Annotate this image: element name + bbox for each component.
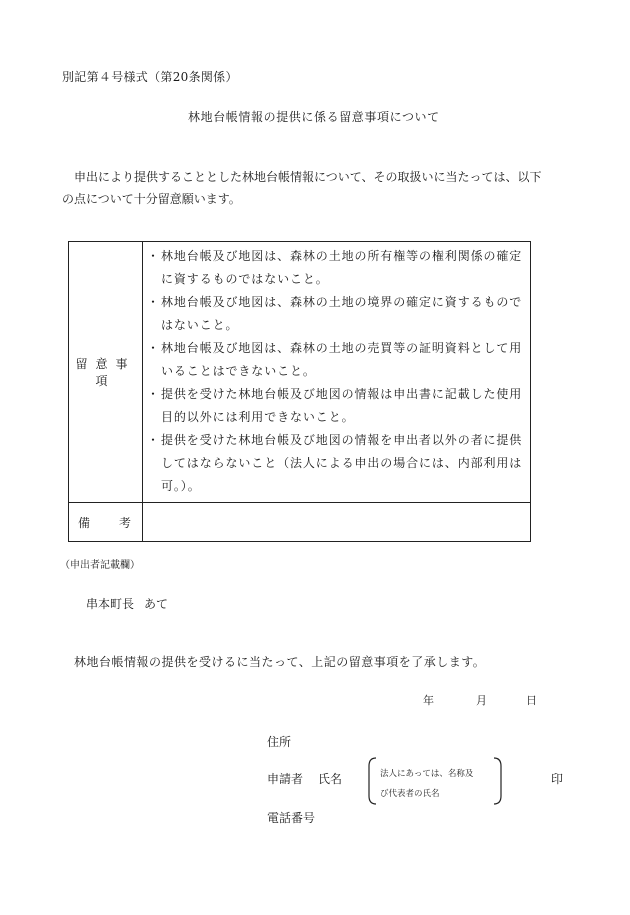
date-month-label: 月: [476, 694, 487, 707]
seal-mark: 印: [551, 772, 564, 786]
note-item-text: [161, 429, 524, 498]
form-reference: 別記第４号様式（第20条関係）: [62, 70, 238, 84]
note-item: [147, 337, 524, 383]
note-item-line: 林地台帳及び地図は、森林の土地の所有権等の権利関係の確定: [161, 249, 523, 263]
notes-items: [147, 245, 524, 498]
addressee: [86, 595, 168, 612]
addressee-name: 串本町長: [86, 597, 135, 611]
address-label: 住所: [267, 735, 292, 749]
note-item-line: してはならないこと（法人による申出の場合には、内部利用は: [161, 456, 523, 470]
note-item-line: 林地台帳及び地図は、森林の土地の売買等の証明資料として用: [161, 341, 523, 355]
bullet-icon: ・: [147, 341, 160, 355]
remarks-label-cell: [69, 503, 143, 542]
date-year-label: 年: [423, 694, 434, 707]
note-item: [147, 429, 524, 498]
remarks-row: [69, 503, 531, 542]
addressee-suffix: あて: [144, 597, 169, 611]
remarks-label-1: 備: [78, 515, 91, 530]
note-item: [147, 291, 524, 337]
document-title: 林地台帳情報の提供に係る留意事項について: [188, 110, 440, 124]
note-item-text: [161, 291, 524, 337]
intro-line-1: 申出により提供することとした林地台帳情報について、その取扱いに当たっては、以下: [74, 170, 542, 184]
phone-label: 電話番号: [267, 811, 316, 825]
date-day-label: 日: [526, 694, 537, 707]
note-item-text: [161, 337, 524, 383]
note-item-line: はないこと。: [161, 318, 239, 332]
notes-items-cell: [143, 242, 531, 503]
note-item: [147, 245, 524, 291]
name-label: 氏名: [318, 772, 343, 786]
bullet-icon: ・: [147, 387, 160, 401]
bracket-line-1: 法人にあっては、名称及: [380, 769, 474, 779]
bullet-icon: ・: [147, 433, 160, 447]
note-item-text: [161, 383, 524, 429]
note-item-line: 林地台帳及び地図は、森林の土地の境界の確定に資するもので: [161, 295, 523, 309]
notes-row: [69, 242, 531, 503]
intro-line-2: の点について十分留意願います。: [62, 192, 241, 206]
remarks-label-2: 考: [118, 515, 131, 530]
note-item-line: に資するものではないこと。: [161, 272, 329, 286]
notes-table: [68, 241, 531, 542]
applicant-label: 申請者: [267, 772, 304, 786]
notes-label: 留意事項: [75, 357, 136, 388]
note-item: [147, 383, 524, 429]
note-item-line: 提供を受けた林地台帳及び地図の情報は申出書に記載した使用: [161, 387, 523, 401]
notes-label-cell: [69, 242, 143, 503]
remarks-value-cell: [143, 503, 531, 542]
note-item-text: [161, 245, 524, 291]
bullet-icon: ・: [147, 295, 160, 309]
note-item-line: 可。）。: [161, 479, 201, 493]
note-item-line: 目的以外には利用できないこと。: [161, 410, 355, 424]
note-item-line: いることはできないこと。: [161, 364, 316, 378]
applicant-section-note: （申出者記載欄）: [60, 560, 140, 571]
intro-paragraph: [62, 166, 574, 210]
bracket-line-2: び代表者の氏名: [380, 789, 440, 799]
consent-statement: 林地台帳情報の提供を受けるに当たって、上記の留意事項を了承します。: [74, 655, 486, 669]
bullet-icon: ・: [147, 249, 160, 263]
note-item-line: 提供を受けた林地台帳及び地図の情報を申出者以外の者に提供: [161, 433, 523, 447]
